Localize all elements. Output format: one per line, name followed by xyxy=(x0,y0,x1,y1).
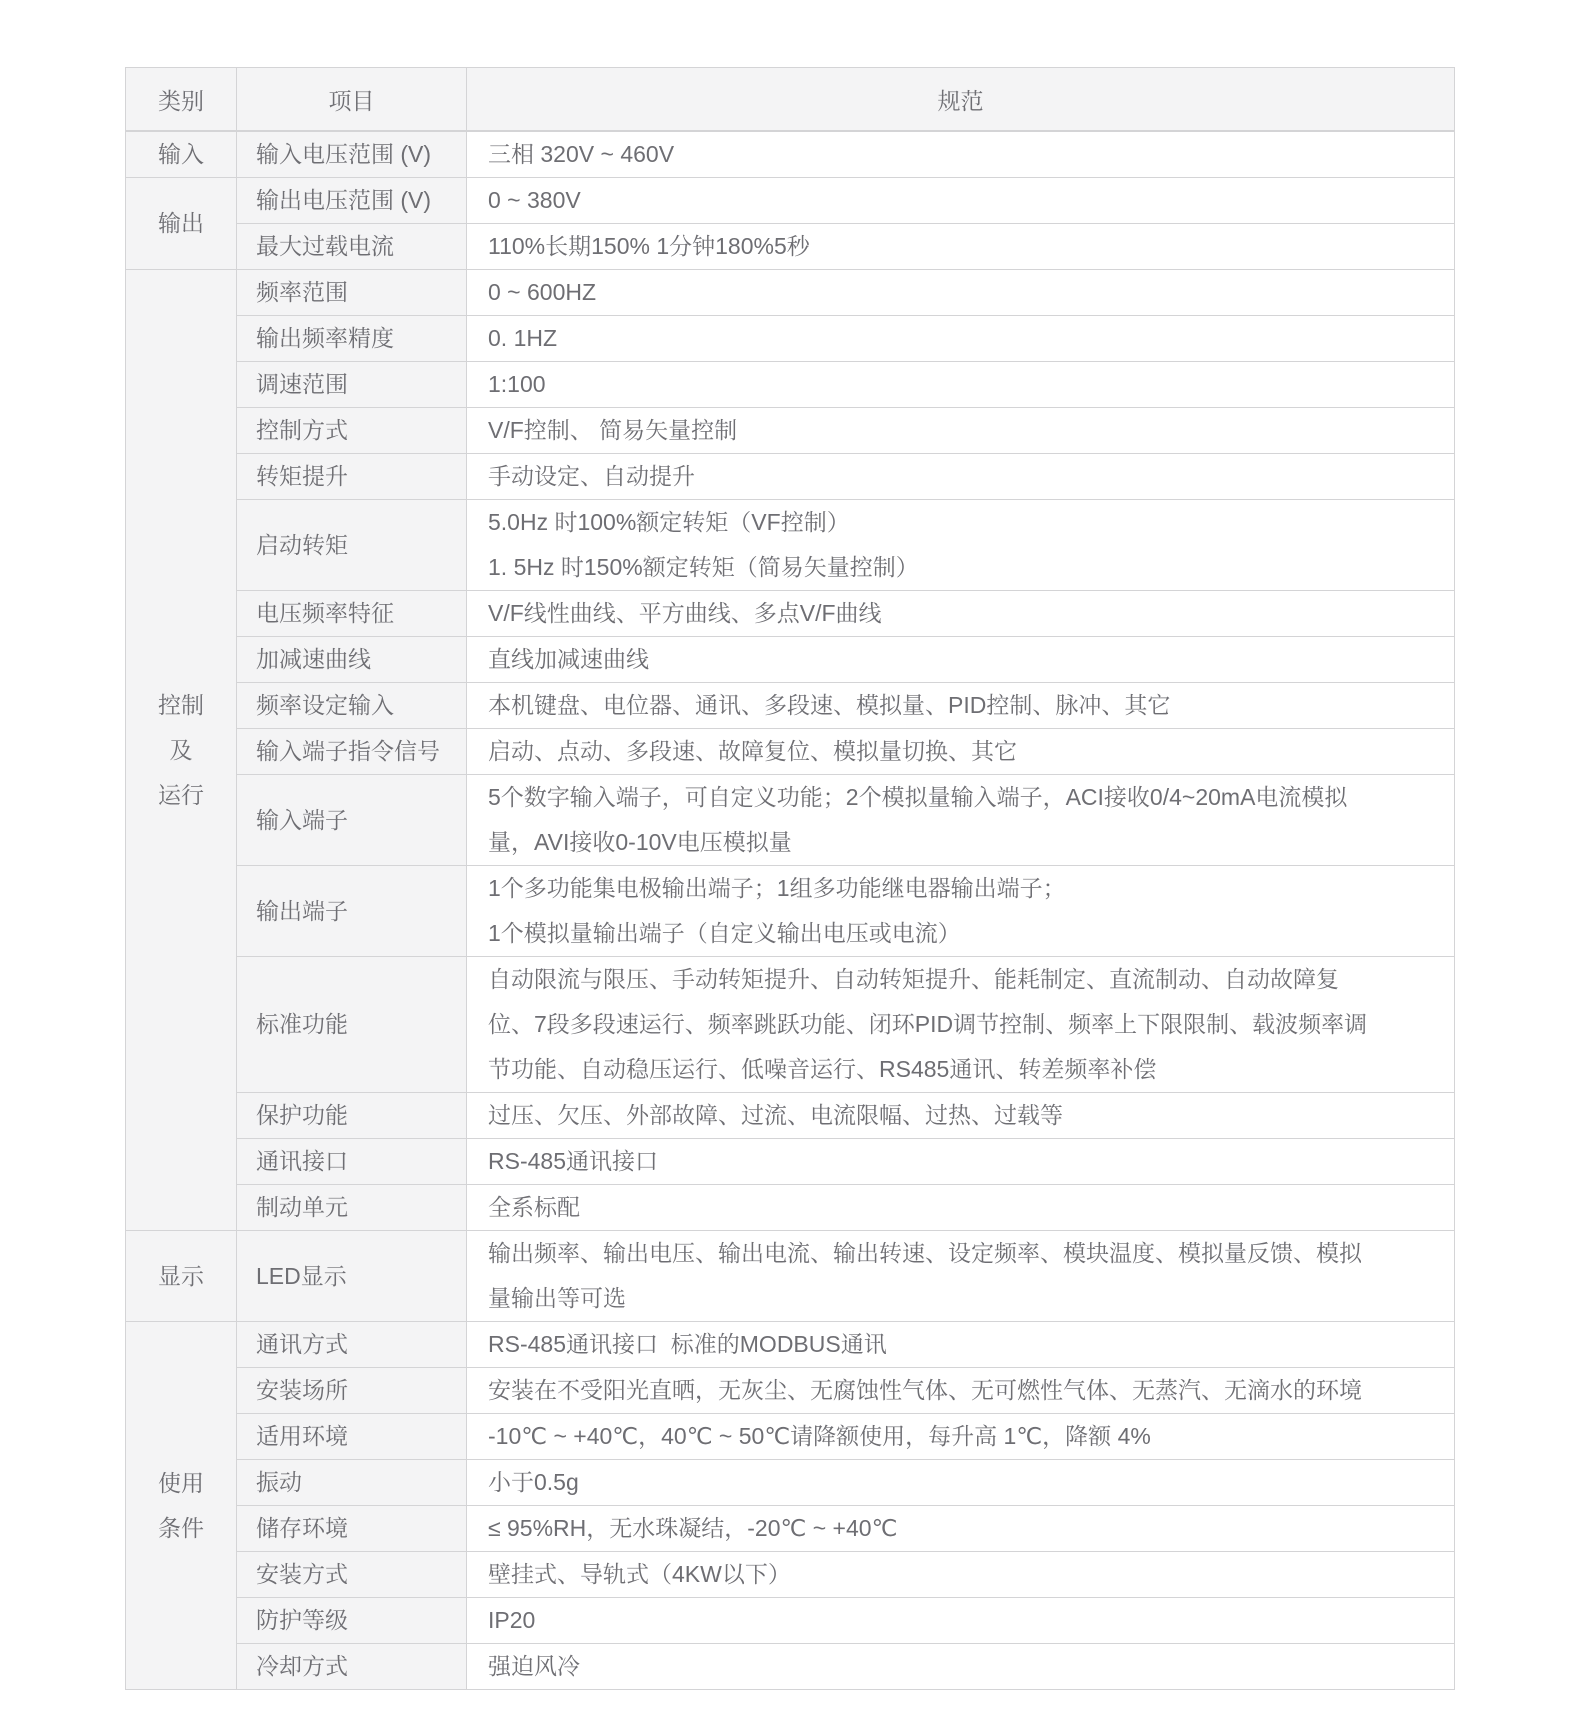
table-row xyxy=(126,1598,1455,1644)
item-label: 储存环境 xyxy=(256,1515,348,1541)
spec-text-line: 过压、欠压、外部故障、过流、电流限幅、过热、过载等 xyxy=(488,1102,1063,1128)
spec-cell xyxy=(467,1139,1455,1185)
item-cell xyxy=(237,1460,467,1506)
table-row xyxy=(126,1368,1455,1414)
spec-text-line: 条件 xyxy=(158,1514,204,1541)
spec-text-line: 1个模拟量输出端子（自定义输出电压或电流） xyxy=(488,920,961,946)
item-cell xyxy=(237,1644,467,1690)
spec-text-line: 手动设定、自动提升 xyxy=(488,463,695,489)
spec-text-line: 全系标配 xyxy=(488,1194,580,1220)
spec-cell xyxy=(467,178,1455,224)
spec-text-line: 0 ~ 380V xyxy=(488,187,581,213)
table-row xyxy=(126,866,1455,957)
spec-table-header xyxy=(126,68,1455,132)
spec-text-line: 及 xyxy=(169,736,193,763)
item-cell xyxy=(237,270,467,316)
table-row xyxy=(126,957,1455,1093)
spec-cell xyxy=(467,775,1455,866)
item-label: 制动单元 xyxy=(256,1194,348,1220)
item-cell xyxy=(237,454,467,500)
table-row xyxy=(126,1552,1455,1598)
spec-text-line: 位、7段多段速运行、频率跳跃功能、闭环PID调节控制、频率上下限限制、载波频率调 xyxy=(488,1011,1368,1037)
table-row xyxy=(126,408,1455,454)
spec-text-line: V/F控制、 简易矢量控制 xyxy=(488,417,738,443)
table-row xyxy=(126,1460,1455,1506)
table-row xyxy=(126,500,1455,591)
spec-text-line: 本机键盘、电位器、通讯、多段速、模拟量、PID控制、脉冲、其它 xyxy=(488,692,1171,718)
item-cell xyxy=(237,1552,467,1598)
spec-cell xyxy=(467,224,1455,270)
item-label: 加减速曲线 xyxy=(256,646,371,672)
spec-text-line: 5.0Hz 时100%额定转矩（VF控制） xyxy=(488,509,850,535)
spec-text-line: 三相 320V ~ 460V xyxy=(488,141,675,167)
item-label: 振动 xyxy=(256,1469,302,1495)
item-cell xyxy=(237,957,467,1093)
spec-text-line: 安装在不受阳光直晒，无灰尘、无腐蚀性气体、无可燃性气体、无蒸汽、无滴水的环境 xyxy=(488,1377,1362,1403)
spec-cell xyxy=(467,1414,1455,1460)
item-label: 电压频率特征 xyxy=(256,600,394,626)
table-row xyxy=(126,729,1455,775)
spec-cell xyxy=(467,1185,1455,1231)
header-row xyxy=(126,68,1455,132)
item-cell xyxy=(237,1322,467,1368)
spec-text-line: IP20 xyxy=(488,1607,536,1633)
spec-text-line: 运行 xyxy=(158,781,204,808)
table-row xyxy=(126,1414,1455,1460)
spec-text-line: ≤ 95%RH，无水珠凝结，-20℃ ~ +40℃ xyxy=(488,1515,898,1541)
category-cell xyxy=(126,1322,237,1690)
spec-cell xyxy=(467,637,1455,683)
table-row xyxy=(126,1506,1455,1552)
spec-cell xyxy=(467,500,1455,591)
spec-text-line: 自动限流与限压、手动转矩提升、自动转矩提升、能耗制定、直流制动、自动故障复 xyxy=(488,966,1339,992)
item-label: 输入端子 xyxy=(256,806,348,833)
item-label: 启动转矩 xyxy=(256,531,348,558)
table-row xyxy=(126,775,1455,866)
spec-text-line: 显示 xyxy=(158,1262,204,1289)
item-label: 安装场所 xyxy=(256,1377,348,1403)
item-cell xyxy=(237,866,467,957)
spec-cell xyxy=(467,1093,1455,1139)
table-row xyxy=(126,637,1455,683)
spec-cell xyxy=(467,362,1455,408)
item-cell xyxy=(237,683,467,729)
spec-cell xyxy=(467,131,1455,178)
spec-cell xyxy=(467,729,1455,775)
table-row xyxy=(126,1322,1455,1368)
item-label: 输出端子 xyxy=(256,897,348,924)
spec-text-line: 输出 xyxy=(158,210,204,236)
item-cell xyxy=(237,1139,467,1185)
item-label: 频率范围 xyxy=(256,279,348,305)
spec-cell xyxy=(467,316,1455,362)
spec-cell xyxy=(467,1552,1455,1598)
spec-text-line: 1:100 xyxy=(488,371,546,397)
spec-cell xyxy=(467,1506,1455,1552)
spec-text-line: 量输出等可选 xyxy=(488,1285,626,1311)
spec-text-line: 直线加减速曲线 xyxy=(488,646,649,672)
category-cell xyxy=(126,270,237,1231)
spec-cell xyxy=(467,454,1455,500)
spec-table-body xyxy=(126,131,1455,1690)
spec-text-line: 5个数字输入端子，可自定义功能；2个模拟量输入端子，ACI接收0/4~20mA电流模拟 xyxy=(488,784,1348,810)
spec-text-line: 节功能、自动稳压运行、低噪音运行、RS485通讯、转差频率补偿 xyxy=(488,1056,1157,1082)
spec-text-line: 控制 xyxy=(158,691,204,718)
spec-text-line: 110%长期150% 1分钟180%5秒 xyxy=(488,233,810,259)
item-cell xyxy=(237,1414,467,1460)
item-label: 冷却方式 xyxy=(256,1653,348,1679)
spec-cell xyxy=(467,408,1455,454)
spec-cell xyxy=(467,1231,1455,1322)
spec-text-line: 输入 xyxy=(158,141,204,167)
table-row xyxy=(126,316,1455,362)
item-cell xyxy=(237,1093,467,1139)
item-cell xyxy=(237,316,467,362)
spec-text-line: V/F线性曲线、平方曲线、多点V/F曲线 xyxy=(488,600,882,626)
item-label: LED显示 xyxy=(256,1262,347,1289)
spec-table-container xyxy=(125,67,1455,1690)
item-label: 防护等级 xyxy=(256,1607,348,1633)
column-header-category: 类别 xyxy=(126,68,237,132)
item-label: 输入端子指令信号 xyxy=(256,738,440,764)
item-label: 转矩提升 xyxy=(256,463,348,489)
item-label: 输出频率精度 xyxy=(256,325,394,351)
table-row xyxy=(126,362,1455,408)
item-label: 控制方式 xyxy=(256,417,348,443)
item-label: 通讯方式 xyxy=(256,1331,348,1357)
item-cell xyxy=(237,637,467,683)
category-cell xyxy=(126,178,237,270)
spec-cell xyxy=(467,1598,1455,1644)
item-label: 输入电压范围 (V) xyxy=(256,141,432,167)
item-cell xyxy=(237,224,467,270)
item-cell xyxy=(237,500,467,591)
spec-text-line: 使用 xyxy=(158,1469,204,1496)
spec-cell xyxy=(467,866,1455,957)
spec-text-line: RS-485通讯接口 xyxy=(488,1148,658,1174)
item-cell xyxy=(237,591,467,637)
spec-text-line: 1. 5Hz 时150%额定转矩（简易矢量控制） xyxy=(488,554,919,580)
table-row xyxy=(126,1139,1455,1185)
spec-cell xyxy=(467,1644,1455,1690)
item-label: 通讯接口 xyxy=(256,1148,348,1174)
spec-text-line: 输出频率、输出电压、输出电流、输出转速、设定频率、模块温度、模拟量反馈、模拟 xyxy=(488,1240,1362,1266)
table-row xyxy=(126,270,1455,316)
spec-cell xyxy=(467,591,1455,637)
item-label: 调速范围 xyxy=(256,371,348,397)
item-label: 适用环境 xyxy=(256,1423,348,1449)
item-cell xyxy=(237,1506,467,1552)
column-header-spec: 规范 xyxy=(467,68,1455,132)
table-row xyxy=(126,454,1455,500)
spec-text-line: 0 ~ 600HZ xyxy=(488,279,597,305)
item-label: 频率设定输入 xyxy=(256,692,394,718)
spec-text-line: 1个多功能集电极输出端子；1组多功能继电器输出端子； xyxy=(488,875,1066,901)
table-row xyxy=(126,1644,1455,1690)
table-row xyxy=(126,591,1455,637)
item-cell xyxy=(237,1231,467,1322)
spec-text-line: RS-485通讯接口 标准的MODBUS通讯 xyxy=(488,1331,887,1357)
spec-cell xyxy=(467,957,1455,1093)
table-row xyxy=(126,131,1455,178)
item-cell xyxy=(237,1368,467,1414)
category-cell xyxy=(126,1231,237,1322)
table-row xyxy=(126,178,1455,224)
item-label: 保护功能 xyxy=(256,1102,348,1128)
spec-text-line: 0. 1HZ xyxy=(488,325,558,351)
spec-text-line: 壁挂式、导轨式（4KW以下） xyxy=(488,1561,791,1587)
item-cell xyxy=(237,178,467,224)
category-cell xyxy=(126,131,237,178)
spec-cell xyxy=(467,1322,1455,1368)
spec-text-line: -10℃ ~ +40℃，40℃ ~ 50℃请降额使用，每升高 1℃，降额 4% xyxy=(488,1423,1151,1449)
spec-text-line: 量，AVI接收0-10V电压模拟量 xyxy=(488,829,792,855)
column-header-item: 项目 xyxy=(237,68,467,132)
spec-cell xyxy=(467,683,1455,729)
spec-text-line: 小于0.5g xyxy=(488,1469,579,1495)
spec-cell xyxy=(467,1368,1455,1414)
item-label: 安装方式 xyxy=(256,1561,348,1587)
item-label: 最大过载电流 xyxy=(256,233,394,259)
table-row xyxy=(126,224,1455,270)
item-label: 输出电压范围 (V) xyxy=(256,187,432,213)
spec-text-line: 强迫风冷 xyxy=(488,1653,580,1679)
item-cell xyxy=(237,408,467,454)
table-row xyxy=(126,1185,1455,1231)
item-cell xyxy=(237,1598,467,1644)
spec-text-line: 启动、点动、多段速、故障复位、模拟量切换、其它 xyxy=(488,738,1017,764)
item-cell xyxy=(237,362,467,408)
item-cell xyxy=(237,1185,467,1231)
item-cell xyxy=(237,131,467,178)
spec-cell xyxy=(467,1460,1455,1506)
table-row xyxy=(126,683,1455,729)
spec-table xyxy=(125,67,1455,1690)
table-row xyxy=(126,1231,1455,1322)
item-label: 标准功能 xyxy=(256,1011,348,1037)
spec-cell xyxy=(467,270,1455,316)
item-cell xyxy=(237,729,467,775)
table-row xyxy=(126,1093,1455,1139)
item-cell xyxy=(237,775,467,866)
